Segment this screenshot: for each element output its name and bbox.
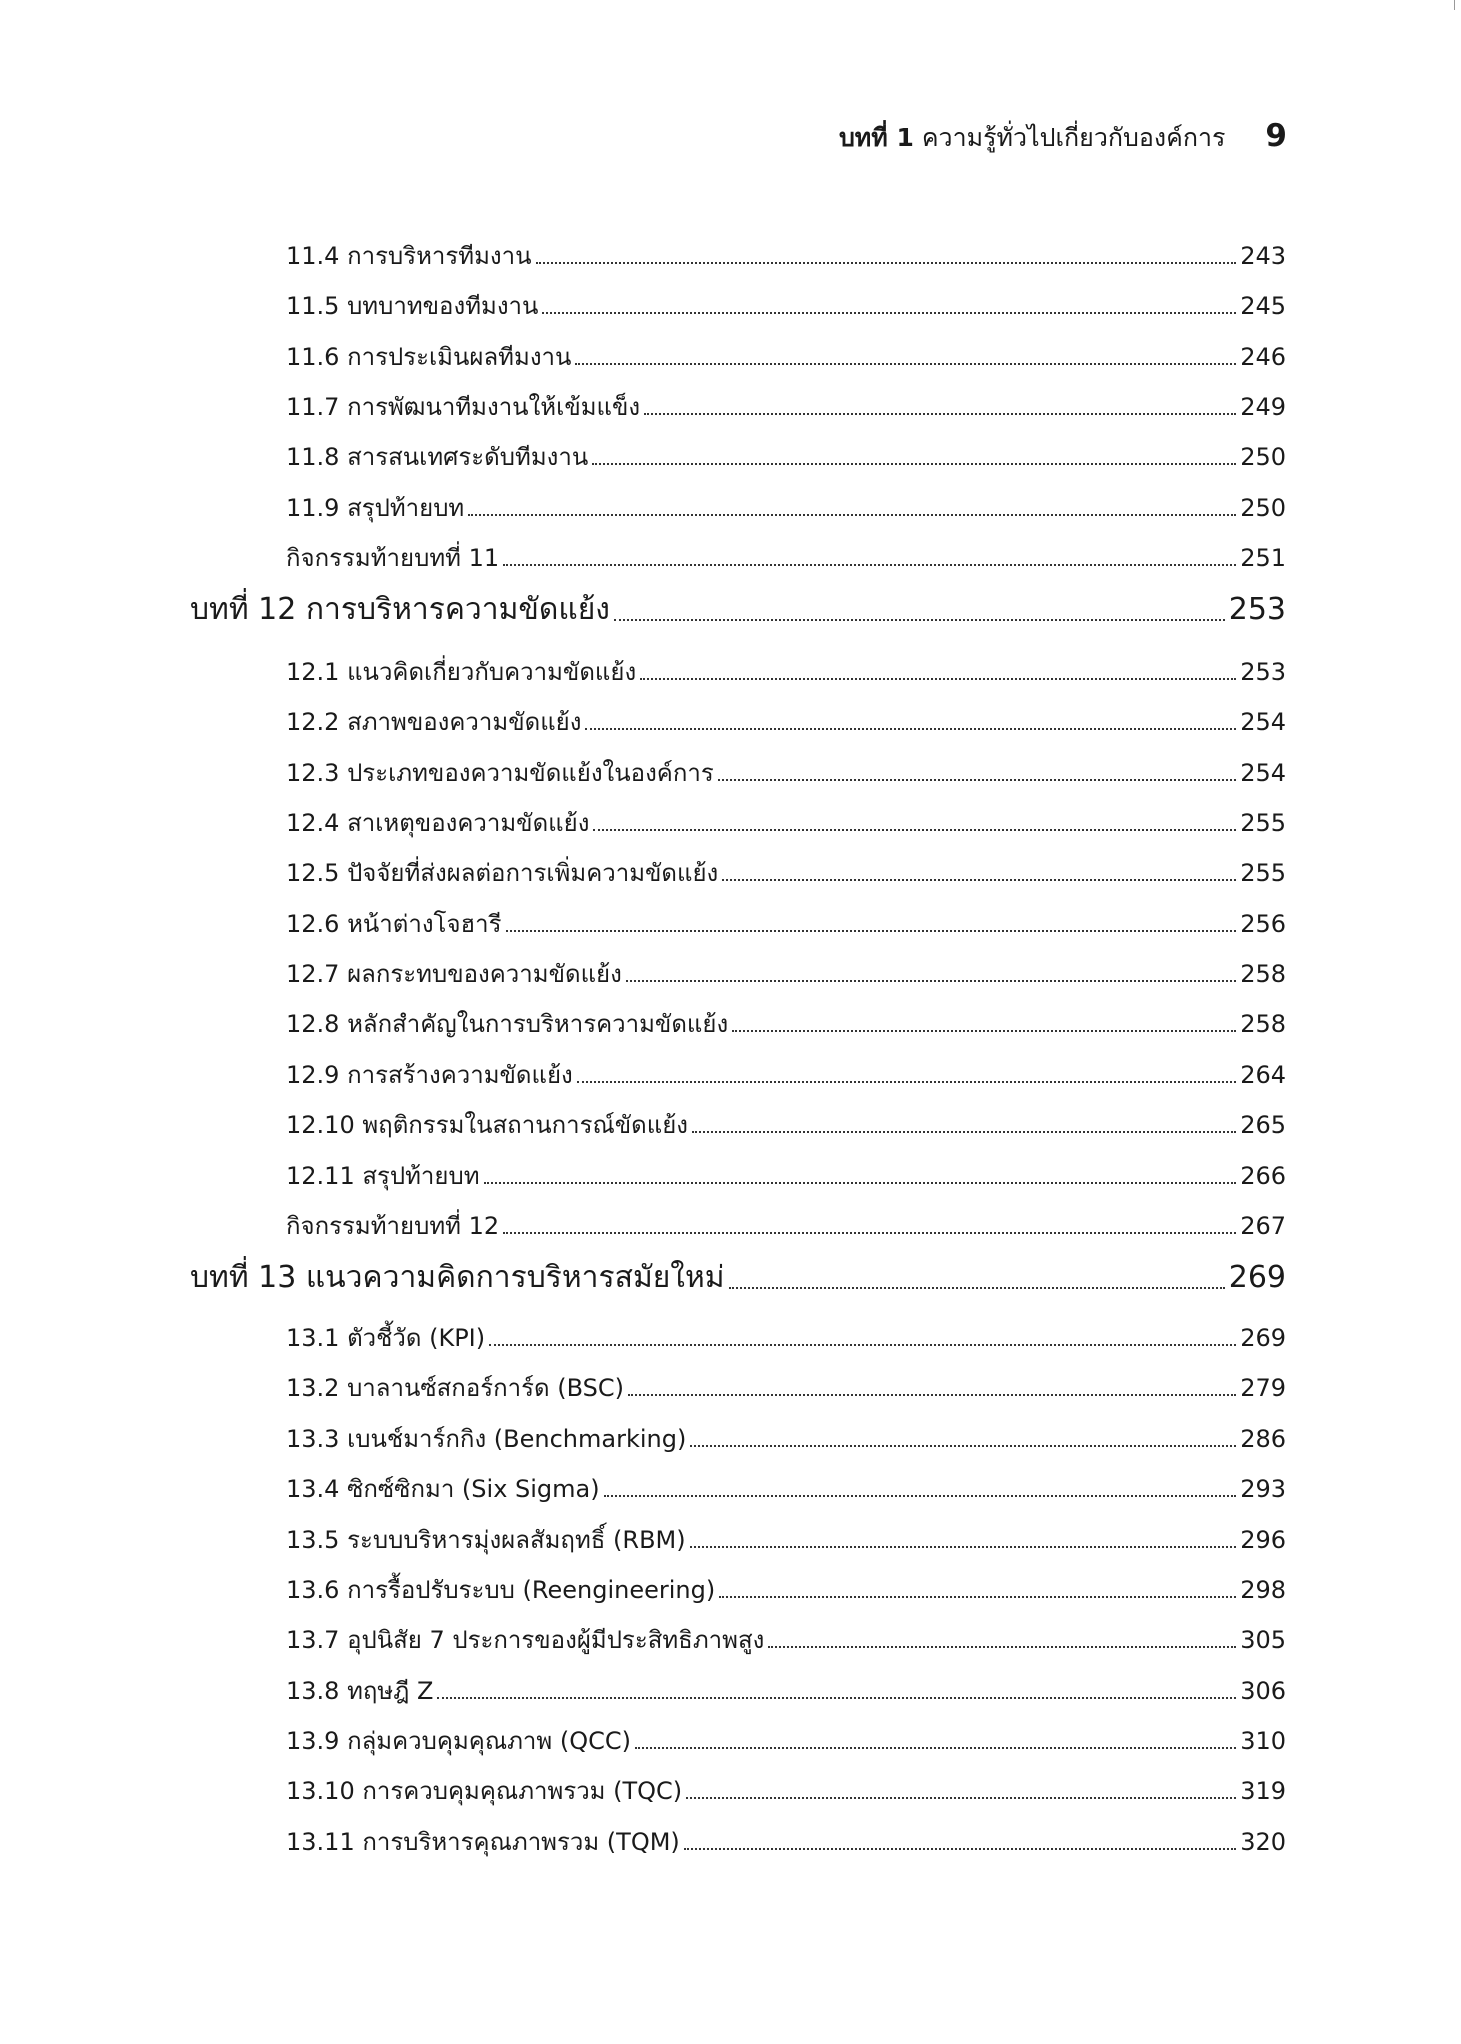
toc-entry-page: 296 xyxy=(1240,1526,1286,1554)
toc-entry xyxy=(286,912,1286,936)
toc-entry-title: 12.8 หลักสำคัญในการบริหารความขัดแย้ง xyxy=(286,1010,729,1038)
dot-leader xyxy=(585,728,1236,730)
toc-entry-page: 267 xyxy=(1240,1212,1286,1240)
dot-leader xyxy=(729,1287,1225,1289)
toc-entry-page: 269 xyxy=(1240,1324,1286,1352)
dot-leader xyxy=(635,1747,1236,1749)
toc-entry-title: กิจกรรมท้ายบทที่ 12 xyxy=(286,1212,500,1240)
dot-leader xyxy=(592,463,1236,465)
toc-entry-page: 256 xyxy=(1240,910,1286,938)
toc-entry-title: บทที่ 13 แนวความคิดการบริหารสมัยใหม่ xyxy=(190,1260,725,1295)
toc-entry xyxy=(286,546,1286,570)
toc-entry xyxy=(286,710,1286,734)
dot-leader xyxy=(628,1394,1236,1396)
dot-leader xyxy=(503,1232,1236,1234)
toc-entry-page: 250 xyxy=(1240,494,1286,522)
toc-entry xyxy=(286,1830,1286,1854)
toc-entry-page: 305 xyxy=(1240,1626,1286,1654)
toc-chapter-entry xyxy=(190,1260,1286,1295)
toc-entry xyxy=(286,1214,1286,1238)
toc-entry-title: 11.9 สรุปท้ายบท xyxy=(286,494,465,522)
toc-entry-title: 13.1 ตัวชี้วัด (KPI) xyxy=(286,1324,486,1352)
dot-leader xyxy=(503,564,1236,566)
dot-leader xyxy=(489,1344,1236,1346)
toc-entry-title: 12.1 แนวคิดเกี่ยวกับความขัดแย้ง xyxy=(286,658,637,686)
toc-entry-page: 253 xyxy=(1228,592,1286,627)
dot-leader xyxy=(644,413,1236,415)
toc-entry xyxy=(286,1578,1286,1602)
toc-entry xyxy=(286,1326,1286,1350)
toc-entry-title: บทที่ 12 การบริหารความขัดแย้ง xyxy=(190,592,610,627)
dot-leader xyxy=(542,312,1236,314)
dot-leader xyxy=(604,1495,1237,1497)
toc-entry-title: กิจกรรมท้ายบทที่ 11 xyxy=(286,544,500,572)
dot-leader xyxy=(722,879,1236,881)
dot-leader xyxy=(768,1646,1236,1648)
toc-entry xyxy=(286,294,1286,318)
toc-entry-title: 13.8 ทฤษฎี Z xyxy=(286,1677,434,1705)
toc-entry-page: 250 xyxy=(1240,443,1286,471)
toc-entry xyxy=(286,761,1286,785)
dot-leader xyxy=(575,363,1236,365)
toc-entry-title: 12.9 การสร้างความขัดแย้ง xyxy=(286,1061,573,1089)
toc-entry-page: 246 xyxy=(1240,343,1286,371)
toc-entry-title: 11.7 การพัฒนาทีมงานให้เข้มแข็ง xyxy=(286,393,641,421)
toc-entry xyxy=(286,496,1286,520)
toc-entry xyxy=(286,962,1286,986)
running-header-chapter-number: บทที่ 1 xyxy=(838,123,914,152)
toc-entry-page: 258 xyxy=(1240,1010,1286,1038)
toc-entry-page: 254 xyxy=(1240,708,1286,736)
toc-entry xyxy=(286,1729,1286,1753)
toc-entry-title: 13.2 บาลานซ์สกอร์การ์ด (BSC) xyxy=(286,1374,625,1402)
toc-entry-page: 255 xyxy=(1240,809,1286,837)
toc-entry-title: 11.4 การบริหารทีมงาน xyxy=(286,242,532,270)
toc-entry-page: 298 xyxy=(1240,1576,1286,1604)
toc-entry-title: 13.5 ระบบบริหารมุ่งผลสัมฤทธิ์ (RBM) xyxy=(286,1526,686,1554)
toc-entry-page: 254 xyxy=(1240,759,1286,787)
dot-leader xyxy=(437,1697,1236,1699)
toc-entry-title: 12.6 หน้าต่างโจฮารี xyxy=(286,910,502,938)
toc-entry-page: 266 xyxy=(1240,1162,1286,1190)
toc-entry-title: 12.4 สาเหตุของความขัดแย้ง xyxy=(286,809,590,837)
toc-entry xyxy=(286,1679,1286,1703)
toc-entry xyxy=(286,1164,1286,1188)
toc-entry-page: 249 xyxy=(1240,393,1286,421)
running-header-chapter xyxy=(839,118,1225,158)
toc-entry-page: 265 xyxy=(1240,1111,1286,1139)
page-number: 9 xyxy=(1265,118,1287,154)
toc-entry-title: 13.9 กลุ่มควบคุมคุณภาพ (QCC) xyxy=(286,1727,631,1755)
dot-leader xyxy=(684,1848,1236,1850)
toc-entry xyxy=(286,1012,1286,1036)
dot-leader xyxy=(718,779,1236,781)
toc-entry xyxy=(286,861,1286,885)
toc-entry xyxy=(286,1376,1286,1400)
toc-chapter-entry xyxy=(190,592,1286,627)
toc-entry-title: 11.6 การประเมินผลทีมงาน xyxy=(286,343,572,371)
dot-leader xyxy=(732,1030,1236,1032)
toc-entry xyxy=(286,244,1286,268)
toc-entry xyxy=(286,811,1286,835)
dot-leader xyxy=(577,1081,1236,1083)
toc-entry-title: 13.11 การบริหารคุณภาพรวม (TQM) xyxy=(286,1828,680,1856)
toc-entry-page: 243 xyxy=(1240,242,1286,270)
dot-leader xyxy=(690,1445,1236,1447)
toc-entry xyxy=(286,1779,1286,1803)
toc-entry-page: 269 xyxy=(1228,1260,1286,1295)
toc-entry-title: 13.7 อุปนิสัย 7 ประการของผู้มีประสิทธิภาพสูง xyxy=(286,1626,765,1654)
dot-leader xyxy=(484,1182,1237,1184)
toc-entry xyxy=(286,1628,1286,1652)
dot-leader xyxy=(686,1797,1236,1799)
toc-entry-title: 13.6 การรื้อปรับระบบ (Reengineering) xyxy=(286,1576,716,1604)
toc-entry-page: 255 xyxy=(1240,859,1286,887)
toc-entry-title: 12.3 ประเภทของความขัดแย้งในองค์การ xyxy=(286,759,714,787)
dot-leader xyxy=(506,930,1237,932)
toc-entry-title: 11.5 บทบาทของทีมงาน xyxy=(286,292,539,320)
toc-entry-title: 11.8 สารสนเทศระดับทีมงาน xyxy=(286,443,589,471)
toc-entry xyxy=(286,345,1286,369)
toc-entry xyxy=(286,1528,1286,1552)
dot-leader xyxy=(719,1596,1236,1598)
toc-entry-title: 12.2 สภาพของความขัดแย้ง xyxy=(286,708,582,736)
toc-entry-title: 12.5 ปัจจัยที่ส่งผลต่อการเพิ่มความขัดแย้ง xyxy=(286,859,719,887)
toc-entry-title: 12.7 ผลกระทบของความขัดแย้ง xyxy=(286,960,622,988)
toc-entry-page: 279 xyxy=(1240,1374,1286,1402)
toc-entry-title: 13.4 ซิกซ์ซิกมา (Six Sigma) xyxy=(286,1475,600,1503)
dot-leader xyxy=(614,619,1225,621)
toc-entry-title: 12.11 สรุปท้ายบท xyxy=(286,1162,480,1190)
toc-entry-title: 12.10 พฤติกรรมในสถานการณ์ขัดแย้ง xyxy=(286,1111,688,1139)
toc-entry-page: 306 xyxy=(1240,1677,1286,1705)
dot-leader xyxy=(593,829,1236,831)
toc-entry xyxy=(286,395,1286,419)
toc-entry xyxy=(286,1477,1286,1501)
toc-entry-page: 253 xyxy=(1240,658,1286,686)
toc-entry-page: 310 xyxy=(1240,1727,1286,1755)
toc-entry-page: 251 xyxy=(1240,544,1286,572)
dot-leader xyxy=(536,262,1237,264)
dot-leader xyxy=(626,980,1236,982)
toc-entry-page: 320 xyxy=(1240,1828,1286,1856)
toc-entry-page: 264 xyxy=(1240,1061,1286,1089)
running-header xyxy=(839,118,1287,158)
toc-entry xyxy=(286,445,1286,469)
dot-leader xyxy=(468,514,1236,516)
toc-entry xyxy=(286,1063,1286,1087)
dot-leader xyxy=(690,1546,1237,1548)
dot-leader xyxy=(692,1131,1236,1133)
toc-entry-page: 286 xyxy=(1240,1425,1286,1453)
running-header-chapter-title: ความรู้ทั่วไปเกี่ยวกับองค์การ xyxy=(921,123,1226,152)
crop-mark xyxy=(1454,0,1455,10)
toc-entry xyxy=(286,1113,1286,1137)
toc-entry-page: 319 xyxy=(1240,1777,1286,1805)
toc-entry-page: 258 xyxy=(1240,960,1286,988)
toc-entry xyxy=(286,1427,1286,1451)
dot-leader xyxy=(640,678,1236,680)
toc-entry-page: 293 xyxy=(1240,1475,1286,1503)
toc-entry-page: 245 xyxy=(1240,292,1286,320)
toc-entry-title: 13.10 การควบคุมคุณภาพรวม (TQC) xyxy=(286,1777,683,1805)
toc-entry-title: 13.3 เบนช์มาร์กกิง (Benchmarking) xyxy=(286,1425,687,1453)
toc-entry xyxy=(286,660,1286,684)
